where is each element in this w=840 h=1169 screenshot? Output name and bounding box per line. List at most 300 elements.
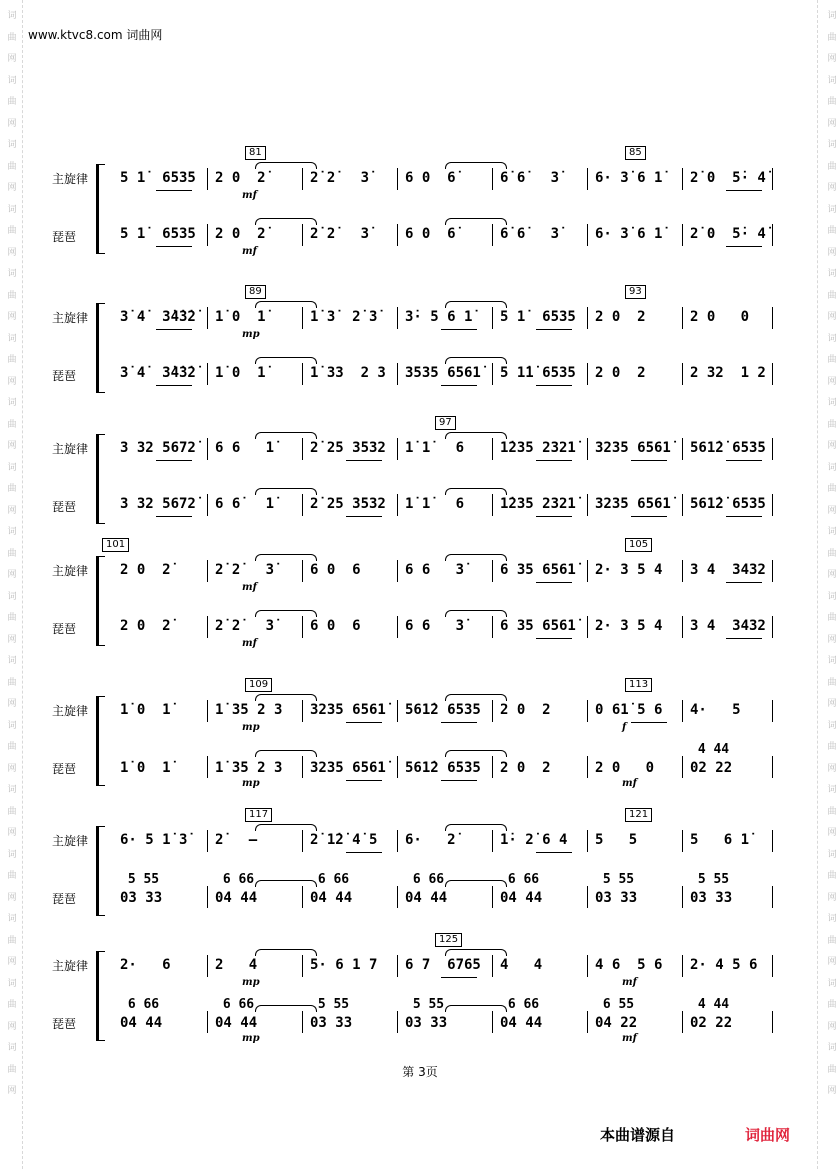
melody-measure: 5 1̇ 6535 [500,309,576,325]
tie-slur [445,750,507,757]
pipa-part-label: 琵琶 [52,369,77,383]
pipa-upper-voice: 5 55 [405,997,445,1012]
melody-measure: 3 32 5672̇ [120,440,196,456]
watermark-char: 曲 [5,612,16,621]
pipa-measure: 04 44 [500,890,543,906]
barline [587,560,588,582]
barline [682,756,683,778]
watermark-char: 词 [5,1042,16,1051]
watermark-char: 词 [825,848,836,858]
watermark-char: 曲 [825,741,836,750]
melody-measure: 2· 3 5 4 [595,562,663,578]
pipa-part-label: 琵琶 [52,1017,77,1031]
pipa-upper-voice: 5 55 [595,872,635,887]
melody-measure: 1̇ 0 1̇ [120,702,171,718]
pipa-measure: 2̇ 0 5̇· 4̇ [690,226,766,242]
pipa-upper-voice: 4 44 [690,997,730,1012]
watermark-char: 曲 [825,547,836,557]
beam-underline [441,722,477,723]
melody-measure: 1̇ 35 2 3 [215,702,283,718]
barline [302,700,303,722]
watermark-char: 词 [825,268,836,277]
barline [207,494,208,516]
beam-underline [726,190,762,191]
barline [587,494,588,516]
barline [397,830,398,852]
pipa-measure: 2 0 0 [595,760,655,776]
beam-underline [156,460,192,461]
pipa-measure: 3235 6561̇ [595,496,671,512]
barline [397,756,398,778]
beam-underline [156,246,192,247]
watermark-char: 曲 [5,289,16,299]
barline [587,616,588,638]
barline [492,363,493,385]
beam-underline [631,460,667,461]
watermark-char: 曲 [825,1063,836,1073]
beam-underline [346,852,382,853]
pipa-measure: 6̇ 6̇ 3̇ [500,226,560,242]
barline [682,307,683,329]
pipa-measure: 3 32 5672̇ [120,496,196,512]
barline [682,494,683,516]
beam-underline [536,329,572,330]
dynamic-mark: mp [242,778,260,789]
melody-part-label: 主旋律 [52,959,89,973]
watermark-char: 曲 [825,96,836,105]
barline [587,224,588,246]
pipa-measure: 2̇ 2̇ 3̇ [215,618,275,634]
barline [682,886,683,908]
pipa-upper-voice: 6 66 [310,872,350,887]
barline [492,494,493,516]
watermark-char: 词 [5,719,16,729]
beam-underline [536,582,572,583]
dynamic-mark: mp [242,722,260,733]
tie-slur [445,218,507,225]
watermark-char: 曲 [825,160,836,170]
melody-part-label: 主旋律 [52,311,89,325]
watermark-char: 曲 [5,1063,16,1073]
dynamic-mark: mf [242,582,257,593]
barline [492,830,493,852]
measure-number: 101 [102,538,129,552]
measure-number: 109 [245,678,272,692]
beam-underline [346,722,382,723]
barline [492,616,493,638]
dynamic-mark: f [622,722,627,733]
pipa-measure: 04 44 [215,890,258,906]
melody-measure: 1̇235 2321̇ [500,440,576,456]
barline [587,1011,588,1033]
pipa-measure: 04 44 [215,1015,258,1031]
barline [207,363,208,385]
dynamic-mark: mf [242,190,257,201]
barline [302,494,303,516]
beam-underline [536,460,572,461]
pipa-upper-voice: 6 66 [120,997,160,1012]
melody-measure: 6· 3̇ 6 1̇ [595,170,663,186]
melody-measure: 3 4 3432 [690,562,766,578]
watermark-char: 曲 [825,483,836,492]
watermark-char: 词 [5,74,16,84]
barline [492,307,493,329]
barline [302,307,303,329]
watermark-char: 词 [5,590,16,600]
melody-measure: 2 0 2 [500,702,551,718]
barline [302,363,303,385]
watermark-char: 曲 [825,999,836,1008]
melody-measure: 561̇2 6535 [405,702,481,718]
watermark-char: 曲 [825,805,836,815]
pipa-measure: 3535 6561̇ [405,365,481,381]
pipa-upper-voice: 5 55 [690,872,730,887]
pipa-measure: 2̇ 2̇ 3̇ [310,226,370,242]
melody-measure: 3235 6561̇ [595,440,671,456]
watermark-char: 网 [5,633,16,643]
barline [207,438,208,460]
watermark-char: 曲 [5,934,16,944]
barline [207,616,208,638]
pipa-measure: 03 33 [310,1015,353,1031]
left-watermark-strip [3,0,17,1169]
pipa-upper-voice: 5 55 [310,997,350,1012]
pipa-measure: 6 35 6561̇ [500,618,576,634]
melody-measure: 2̇ – [215,832,258,848]
barline [492,1011,493,1033]
watermark-char: 曲 [5,483,16,492]
beam-underline [536,638,572,639]
watermark-char: 词 [825,203,836,213]
pipa-measure: 3̇ 4̇ 3̇4̇3̇2̇ [120,365,196,381]
barline [302,756,303,778]
melody-measure: 6 35 6561̇ [500,562,576,578]
beam-underline [726,582,762,583]
watermark-char: 网 [825,698,836,707]
barline [682,700,683,722]
watermark-char: 网 [825,891,836,901]
melody-measure: 2̇ 2̇ 3̇ [215,562,275,578]
source-credit: 本曲谱源自 [600,1126,676,1144]
pipa-measure: 04 44 [120,1015,163,1031]
melody-measure: 6 0 6̇ [405,170,456,186]
watermark-char: 词 [825,397,836,406]
barline [207,700,208,722]
watermark-char: 曲 [825,289,836,299]
watermark-char: 网 [825,827,836,836]
melody-measure: 2̇ 2̇ 3̇ [310,170,370,186]
watermark-char: 词 [5,332,16,342]
tie-slur [255,162,317,169]
measure-number: 105 [625,538,652,552]
barline [682,363,683,385]
watermark-char: 曲 [5,870,16,879]
pipa-measure: 2 0 2̇ [215,226,266,242]
pipa-measure: 2· 3 5 4 [595,618,663,634]
tie-slur [255,949,317,956]
melody-part-label: 主旋律 [52,172,89,186]
melody-measure: 2 0 0 [690,309,750,325]
barline [587,955,588,977]
tie-slur [445,694,507,701]
melody-measure: 1̇· 2̇ 6 4 [500,832,568,848]
barline [682,1011,683,1033]
beam-underline [726,246,762,247]
watermark-char: 网 [825,440,836,449]
melody-measure: 6· 5 1̇ 3̇ [120,832,188,848]
barline [302,1011,303,1033]
watermark-char: 词 [825,784,836,793]
pipa-measure: 2 0 2 [595,365,646,381]
system-bracket [96,951,105,1041]
pipa-measure: 2 32 1 2 [690,365,766,381]
barline [587,438,588,460]
pipa-measure: 561̇2̇ 6535 [690,496,766,512]
pipa-upper-voice: 6 66 [215,997,255,1012]
barline [207,955,208,977]
tie-slur [255,488,317,495]
beam-underline [536,385,572,386]
pipa-measure: 04 22 [595,1015,638,1031]
melody-part-label: 主旋律 [52,564,89,578]
tie-slur [255,357,317,364]
pipa-measure: 5 1̇ 6535 [120,226,196,242]
watermark-char: 曲 [825,612,836,621]
measure-number: 121 [625,808,652,822]
barline [492,955,493,977]
tie-slur [445,610,507,617]
watermark-char: 网 [825,1085,836,1094]
dynamic-mark: mf [242,638,257,649]
barline [397,363,398,385]
watermark-char: 曲 [825,225,836,234]
pipa-part-label: 琵琶 [52,892,77,906]
system-bracket [96,826,105,916]
watermark-char: 词 [825,526,836,535]
watermark-char: 词 [5,848,16,858]
pipa-upper-voice: 6 66 [500,872,540,887]
barline [492,438,493,460]
pipa-measure: 04 44 [405,890,448,906]
dynamic-mark: mf [242,246,257,257]
barline [682,955,683,977]
watermark-char: 曲 [825,418,836,428]
melody-measure: 5 1̇ 6535 [120,170,196,186]
melody-measure: 2̇ 25 3532 [310,440,386,456]
barline [397,307,398,329]
barline [207,560,208,582]
barline [492,168,493,190]
watermark-char: 词 [5,977,16,987]
measure-number: 117 [245,808,272,822]
tie-slur [445,162,507,169]
watermark-char: 网 [5,440,16,449]
beam-underline [726,460,762,461]
measure-number: 81 [245,146,266,160]
tie-slur [445,554,507,561]
barline [587,886,588,908]
melody-measure: 1̇ 1̇ 6 [405,440,465,456]
watermark-char: 网 [5,827,16,836]
tie-slur [255,610,317,617]
watermark-char: 网 [825,53,836,62]
dynamic-mark: mp [242,1033,260,1044]
pipa-measure: 2 0 2̇ [120,618,171,634]
melody-measure: 3235 6561̇ [310,702,386,718]
watermark-char: 词 [5,461,16,471]
watermark-char: 网 [825,633,836,643]
tie-slur [255,554,317,561]
watermark-char: 曲 [5,96,16,105]
tie-slur [255,694,317,701]
watermark-char: 词 [825,977,836,987]
melody-measure: 6 6 3̇ [405,562,465,578]
barline [207,168,208,190]
pipa-part-label: 琵琶 [52,230,77,244]
pipa-upper-voice: 5 55 [120,872,160,887]
melody-measure: 2 0 2̇ [120,562,171,578]
watermark-char: 网 [5,569,16,578]
barline [207,886,208,908]
watermark-char: 词 [825,332,836,342]
barline [302,168,303,190]
pipa-part-label: 琵琶 [52,500,77,514]
dynamic-mark: mp [242,329,260,340]
barline [397,1011,398,1033]
barline [207,1011,208,1033]
barline [492,560,493,582]
watermark-char: 词 [825,74,836,84]
barline [492,224,493,246]
measure-number: 89 [245,285,266,299]
barline [207,224,208,246]
watermark-char: 网 [825,246,836,256]
barline [682,560,683,582]
pipa-measure: 561̇2 6535 [405,760,481,776]
score-system [52,935,772,1045]
watermark-char: 网 [5,1020,16,1030]
pipa-measure: 03 33 [405,1015,448,1031]
barline [682,438,683,460]
pipa-upper-voice: 6 66 [500,997,540,1012]
pipa-measure: 6 6̇ 1̇ [215,496,275,512]
barline [682,168,683,190]
barline [207,307,208,329]
tie-slur [445,301,507,308]
pipa-measure: 02 22 [690,1015,733,1031]
barline [302,886,303,908]
system-bracket [96,556,105,646]
system-bracket [96,164,105,254]
barline [302,224,303,246]
melody-measure: 1̇ 3̇ 2̇ 3̇ [310,309,378,325]
barline [397,438,398,460]
tie-slur [255,432,317,439]
melody-measure: 5 5 [595,832,638,848]
barline [587,700,588,722]
pipa-upper-voice: 6 66 [215,872,255,887]
beam-underline [156,190,192,191]
watermark-char: 词 [5,784,16,793]
score-system [52,418,772,528]
watermark-char: 网 [825,182,836,191]
barline [207,830,208,852]
beam-underline [726,516,762,517]
melody-measure: 2 4 [215,957,258,973]
melody-measure: 561̇2̇ 6535 [690,440,766,456]
watermark-char: 曲 [825,354,836,363]
watermark-char: 网 [825,1020,836,1030]
watermark-char: 词 [825,590,836,600]
beam-underline [726,638,762,639]
barline [587,756,588,778]
pipa-measure: 6 0 6̇ [405,226,456,242]
barline [587,168,588,190]
barline [207,756,208,778]
barline [397,168,398,190]
pipa-measure: 2 0 2 [500,760,551,776]
tie-slur [445,432,507,439]
watermark-char: 词 [825,139,836,148]
beam-underline [631,516,667,517]
pipa-upper-voice: 6 55 [595,997,635,1012]
melody-part-label: 主旋律 [52,704,89,718]
measure-number: 125 [435,933,462,947]
watermark-char: 曲 [5,741,16,750]
pipa-measure: 5 1̇1̇ 6535 [500,365,576,381]
pipa-upper-voice: 4 44 [690,742,730,757]
watermark-char: 曲 [5,676,16,686]
pipa-measure: 2̇ 25 3532 [310,496,386,512]
measure-number: 113 [625,678,652,692]
pipa-measure: 02 22 [690,760,733,776]
pipa-measure: 6 0 6 [310,618,361,634]
barline [302,438,303,460]
watermark-char: 词 [5,268,16,277]
melody-measure: 2̇ 1̇2̇ 4̇ 5 [310,832,378,848]
dynamic-mark: mf [622,1033,637,1044]
melody-part-label: 主旋律 [52,834,89,848]
tie-slur [255,218,317,225]
pipa-part-label: 琵琶 [52,762,77,776]
watermark-char: 网 [825,762,836,772]
tie-slur [255,880,317,887]
melody-measure: 2̇ 0 5̇· 4̇ [690,170,766,186]
watermark-char: 词 [825,655,836,664]
watermark-char: 曲 [825,31,836,41]
beam-underline [346,460,382,461]
watermark-char: 网 [5,698,16,707]
melody-measure: 6 7 6765 [405,957,481,973]
page-number: 第 3页 [402,1065,438,1079]
melody-measure: 3̇ 4̇ 3̇4̇3̇2̇ [120,309,196,325]
melody-measure: 0 61̇ 5 6 [595,702,663,718]
barline [682,616,683,638]
barline [397,616,398,638]
beam-underline [441,385,477,386]
watermark-char: 网 [825,504,836,514]
dynamic-mark: mp [242,977,260,988]
watermark-char: 曲 [825,676,836,686]
watermark-char: 词 [5,10,16,19]
melody-measure: 2 0 2̇ [215,170,266,186]
watermark-char: 词 [825,10,836,19]
watermark-char: 网 [5,53,16,62]
beam-underline [156,516,192,517]
tie-slur [445,357,507,364]
barline [397,955,398,977]
watermark-char: 网 [825,375,836,385]
